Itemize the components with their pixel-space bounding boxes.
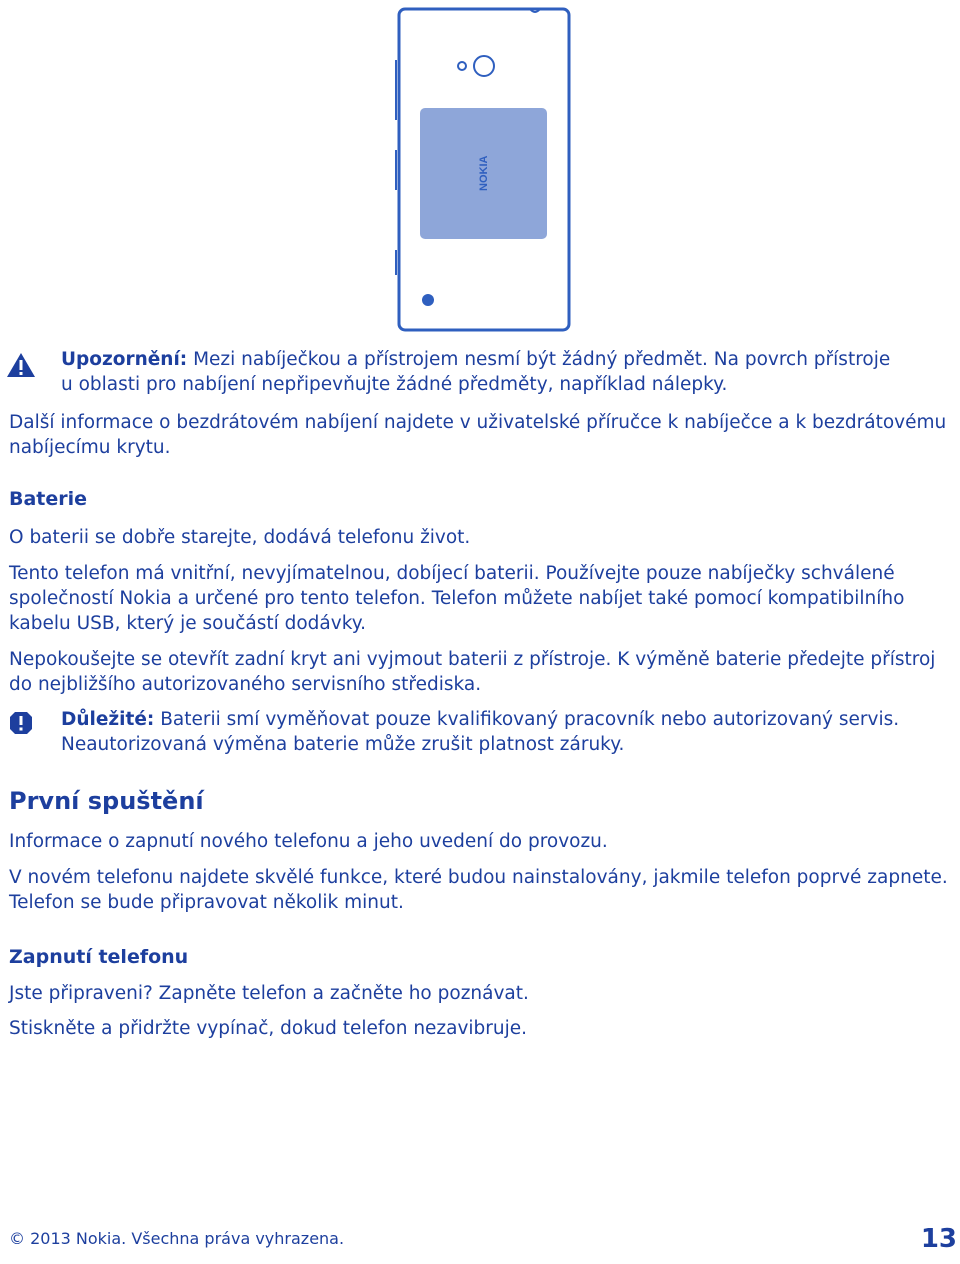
more-info-line-1: Další informace o bezdrátovém nabíjení najdete v uživatelské příručce k nabíječce a k bezdrátovému <box>9 412 947 433</box>
camera-lens-icon <box>474 56 494 76</box>
battery-p1-line-2: společností Nokia a určené pro tento telefon. Telefon můžete nabíjet také pomocí kompatibilního <box>9 588 905 609</box>
copyright: © 2013 Nokia. Všechna práva vyhrazena. <box>9 1229 345 1248</box>
first-start-intro: Informace o zapnutí nového telefonu a jeho uvedení do provozu. <box>9 831 608 852</box>
battery-p1-line-3: kabelu USB, který je součástí dodávky. <box>9 613 366 634</box>
warning-line-2: u oblasti pro nabíjení nepřipevňujte žádné předměty, například nálepky. <box>61 374 728 395</box>
battery-p2-line-1: Nepokoušejte se otevřít zadní kryt ani vyjmout baterii z přístroje. K výměně baterie předejte přístroj <box>9 649 936 670</box>
exclamation-icon <box>8 710 34 736</box>
important-line-1: Důležité: Baterii smí vyměňovat pouze kvalifikovaný pracovník nebo autorizovaný servis. <box>61 709 900 730</box>
more-info-line-2: nabíjecímu krytu. <box>9 437 171 458</box>
first-start-heading: První spuštění <box>9 787 204 815</box>
warning-label: Upozornění: <box>61 349 188 370</box>
page-number: 13 <box>920 1224 957 1254</box>
phone-back-illustration <box>390 0 580 340</box>
flash-icon <box>458 62 466 70</box>
battery-p2-line-2: do nejbližšího autorizovaného servisního střediska. <box>9 674 482 695</box>
important-line-2: Neautorizovaná výměna baterie může zrušit platnost záruky. <box>61 734 625 755</box>
warning-line-1: Upozornění: Mezi nabíječkou a přístrojem nesmí být žádný předmět. Na povrch přístroje <box>61 349 891 370</box>
power-on-p1: Jste připraveni? Zapněte telefon a začněte ho poznávat. <box>9 983 529 1004</box>
warning-triangle-icon <box>6 352 36 378</box>
nokia-logo: NOKIA <box>478 155 490 191</box>
power-on-heading: Zapnutí telefonu <box>9 946 189 968</box>
battery-heading: Baterie <box>9 488 88 510</box>
battery-intro: O baterii se dobře starejte, dodává telefonu život. <box>9 527 471 548</box>
important-label: Důležité: <box>61 709 155 730</box>
first-start-p1-line-1: V novém telefonu najdete skvělé funkce, které budou nainstalovány, jakmile telefon poprvé zapnete. <box>9 867 948 888</box>
battery-p1-line-1: Tento telefon má vnitřní, nevyjímatelnou, dobíjecí baterii. Používejte pouze nabíječky schválené <box>9 563 895 584</box>
speaker-grille-icon <box>422 294 434 306</box>
first-start-p1-line-2: Telefon se bude připravovat několik minut. <box>9 892 404 913</box>
power-on-p2: Stiskněte a přidržte vypínač, dokud telefon nezavibruje. <box>9 1018 528 1039</box>
